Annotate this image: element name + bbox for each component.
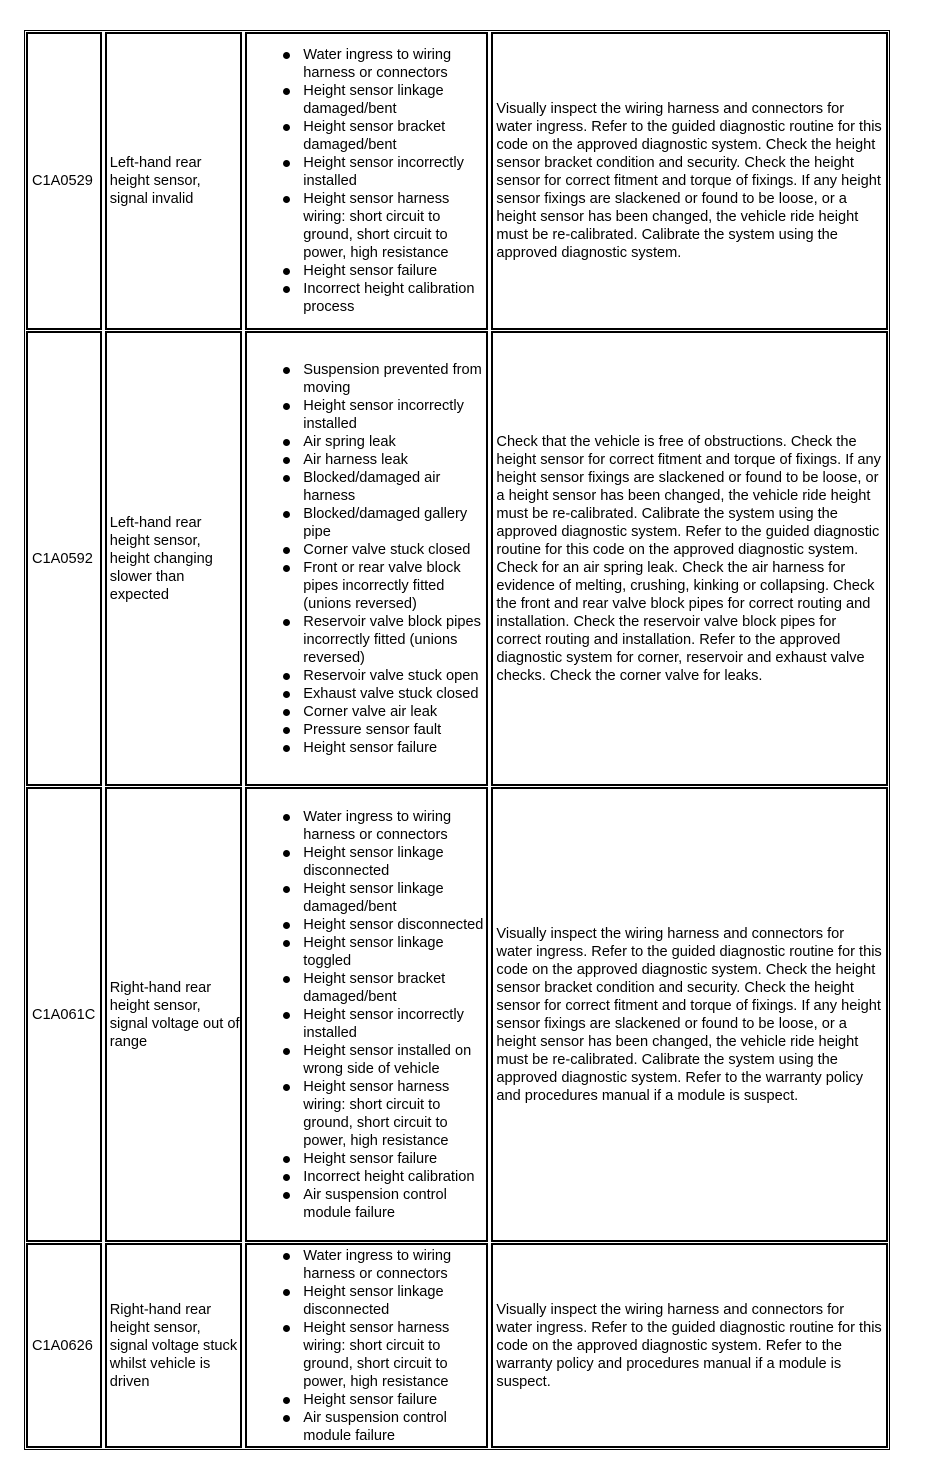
cause-item: Height sensor harness wiring: short circuit to ground, short circuit to power, high resistance	[303, 1078, 486, 1150]
cause-item: Blocked/damaged gallery pipe	[303, 505, 486, 541]
possible-causes-list	[247, 361, 486, 757]
table-row	[26, 1243, 888, 1448]
cause-item: Height sensor failure	[303, 262, 486, 280]
dtc-description: Right-hand rear height sensor, signal voltage out of range	[109, 979, 240, 1050]
cause-item: Height sensor linkage damaged/bent	[303, 880, 486, 916]
dtc-code-cell	[26, 32, 102, 330]
cause-item: Incorrect height calibration	[303, 1168, 486, 1186]
cause-item: Exhaust valve stuck closed	[303, 685, 486, 703]
cause-item: Incorrect height calibration process	[303, 280, 486, 316]
cause-item: Water ingress to wiring harness or connectors	[303, 46, 486, 82]
action-cell	[491, 32, 888, 330]
dtc-description: Left-hand rear height sensor, signal invalid	[109, 155, 202, 207]
cause-item: Height sensor linkage disconnected	[303, 844, 486, 880]
action-text: Visually inspect the wiring harness and connectors for water ingress. Refer to the guided diagnostic routine for this code on the approved diagnostic system. Check the height sensor bracket condition and security. Check the height sensor for correct fitment and torque of fixings. If any height sensor fixings are slackened or found to be loose, or a height sensor has been changed, the vehicle ride height must be re-calibrated. Calibrate the system using the approved diagnostic system. Refer to the warranty policy and procedures manual if a module is suspect.	[496, 925, 882, 1104]
cause-item: Height sensor bracket damaged/bent	[303, 118, 486, 154]
dtc-code: C1A0529	[32, 173, 93, 189]
dtc-code-cell	[26, 1243, 102, 1448]
cause-item: Height sensor harness wiring: short circuit to ground, short circuit to power, high resistance	[303, 1319, 486, 1391]
cause-item: Reservoir valve block pipes incorrectly fitted (unions reversed)	[303, 613, 486, 667]
dtc-code: C1A0592	[32, 550, 93, 567]
dtc-description: Left-hand rear height sensor, height changing slower than expected	[109, 514, 213, 603]
cause-item: Height sensor incorrectly installed	[303, 154, 486, 190]
possible-causes-list	[247, 46, 486, 316]
possible-causes-cell	[245, 32, 488, 330]
cause-item: Front or rear valve block pipes incorrectly fitted (unions reversed)	[303, 559, 486, 613]
cause-item: Height sensor failure	[303, 1150, 486, 1168]
action-text: Visually inspect the wiring harness and connectors for water ingress. Refer to the guided diagnostic routine for this code on the approved diagnostic system. Check the height sensor bracket condition and security. Check the height sensor for correct fitment and torque of fixings. If any height sensor fixings are slackened or found to be loose, or a height sensor has been changed, the vehicle ride height must be re-calibrated. Calibrate the system using the approved diagnostic system.	[496, 101, 882, 261]
table-row	[26, 331, 888, 786]
cause-item: Corner valve stuck closed	[303, 541, 486, 559]
action-cell	[491, 787, 888, 1242]
cause-item: Height sensor incorrectly installed	[303, 397, 486, 433]
dtc-table	[24, 30, 890, 1450]
cause-item: Height sensor linkage toggled	[303, 934, 486, 970]
cause-item: Water ingress to wiring harness or connectors	[303, 1247, 486, 1283]
action-cell	[491, 1243, 888, 1448]
possible-causes-cell	[245, 787, 488, 1242]
cause-item: Height sensor disconnected	[303, 916, 486, 934]
cause-item: Air suspension control module failure	[303, 1409, 486, 1445]
cause-item: Height sensor failure	[303, 1391, 486, 1409]
cause-item: Pressure sensor fault	[303, 721, 486, 739]
cause-item: Air suspension control module failure	[303, 1186, 486, 1222]
cause-item: Air spring leak	[303, 433, 486, 451]
action-cell	[491, 331, 888, 786]
dtc-code-cell	[26, 787, 102, 1242]
dtc-description-cell	[105, 32, 243, 330]
dtc-code: C1A061C	[32, 1006, 96, 1023]
possible-causes-list	[247, 1247, 486, 1445]
dtc-description-cell	[105, 331, 243, 786]
cause-item: Height sensor incorrectly installed	[303, 1006, 486, 1042]
cause-item: Suspension prevented from moving	[303, 361, 486, 397]
action-text: Visually inspect the wiring harness and connectors for water ingress. Refer to the guided diagnostic routine for this code on the approved diagnostic system. Refer to the warranty policy and procedures manual if a module is suspect.	[496, 1301, 882, 1390]
dtc-description-cell	[105, 1243, 243, 1448]
cause-item: Height sensor linkage damaged/bent	[303, 82, 486, 118]
dtc-code: C1A0626	[32, 1337, 93, 1354]
cause-item: Height sensor failure	[303, 739, 486, 757]
cause-item: Blocked/damaged air harness	[303, 469, 486, 505]
cause-item: Corner valve air leak	[303, 703, 486, 721]
cause-item: Height sensor bracket damaged/bent	[303, 970, 486, 1006]
action-text: Check that the vehicle is free of obstructions. Check the height sensor for correct fitment and torque of fixings. If any height sensor fixings are slackened or found to be loose, or a height sensor has been changed, the vehicle ride height must be re-calibrated. Calibrate the system using the approved diagnostic system. Refer to the guided diagnostic routine for this code on the approved diagnostic system. Check for an air spring leak. Check the air harness for evidence of melting, crushing, kinking or collapsing. Check the front and rear valve block pipes for correct routing and installation. Check the reservoir valve block pipes for correct routing and installation. Refer to the approved diagnostic system for corner, reservoir and exhaust valve checks. Check the corner valve for leaks.	[496, 433, 881, 684]
possible-causes-cell	[245, 331, 488, 786]
possible-causes-list	[247, 808, 486, 1222]
dtc-code-cell	[26, 331, 102, 786]
dtc-description-cell	[105, 787, 243, 1242]
possible-causes-cell	[245, 1243, 488, 1448]
table-row	[26, 32, 888, 330]
cause-item: Reservoir valve stuck open	[303, 667, 486, 685]
dtc-description: Right-hand rear height sensor, signal voltage stuck whilst vehicle is driven	[109, 1301, 238, 1390]
cause-item: Height sensor linkage disconnected	[303, 1283, 486, 1319]
cause-item: Height sensor harness wiring: short circuit to ground, short circuit to power, high resistance	[303, 190, 486, 262]
cause-item: Water ingress to wiring harness or connectors	[303, 808, 486, 844]
cause-item: Height sensor installed on wrong side of vehicle	[303, 1042, 486, 1078]
table-row	[26, 787, 888, 1242]
cause-item: Air harness leak	[303, 451, 486, 469]
